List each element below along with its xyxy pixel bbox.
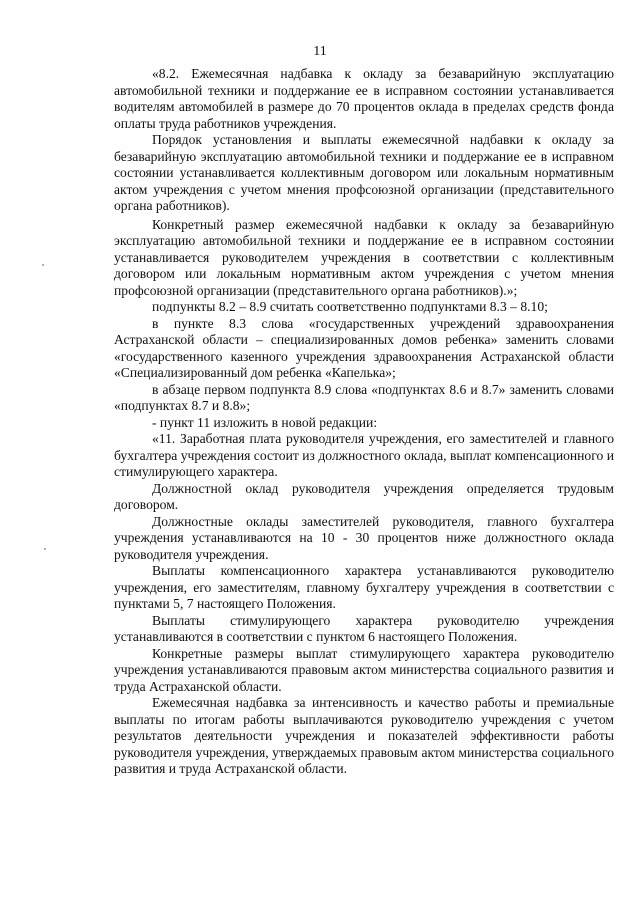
paragraph-official-salary: Должностной оклад руководителя учреждения определяется трудовым договором. xyxy=(114,480,614,512)
page-number: 11 xyxy=(313,44,327,59)
paragraph-deputy-salaries: Должностные оклады заместителей руководителя, главного бухгалтера учреждения устанавливаются на 10 - 30 процентов ниже должностного оклада руководителя учреждения. xyxy=(114,513,614,562)
paragraph-procedure: Порядок установления и выплаты ежемесячной надбавки к окладу за безаварийную эксплуатацию автомобильной техники и поддержание ее в исправном состоянии устанавливается коллективным договором или локальным нормативным актом учреждения с учетом мнения профсоюзной организации (представительного органа работников). xyxy=(114,132,614,213)
scan-speck xyxy=(44,548,46,550)
paragraph-8-9-words: в абзаце первом подпункта 8.9 слова «подпунктах 8.6 и 8.7» заменить словами «подпунктах 8.7 и 8.8»; xyxy=(114,381,614,413)
paragraph-renumber: подпункты 8.2 – 8.9 считать соответственно подпунктами 8.3 – 8.10; xyxy=(152,299,548,314)
paragraph-monthly-bonus: Ежемесячная надбавка за интенсивность и качество работы и премиальные выплаты по итогам работы выплачиваются руководителю учреждения с учетом результатов деятельности учреждения и показателей эффективности работы руководителя учреждения, утверждаемых правовым актом министерства социального развития и труда Астраханской области. xyxy=(114,695,614,776)
paragraph-item-11-intro: - пункт 11 изложить в новой редакции: xyxy=(152,414,378,430)
paragraph-incentive: Выплаты стимулирующего характера руководителю учреждения устанавливаются в соответствии с пунктом 6 настоящего Положения. xyxy=(114,612,614,644)
paragraph-specific-size: Конкретный размер ежемесячной надбавки к окладу за безаварийную эксплуатацию автомобильной техники и поддержание ее в исправном состоянии устанавливается руководителем учреждения в соответствии с коллективным договором или локальным нормативным актом учреждения с учетом мнения профсоюзной организации (представительного органа работников).»; xyxy=(114,216,614,298)
paragraph-compensation: Выплаты компенсационного характера устанавливаются руководителю учреждения, его заместителям, главному бухгалтеру учреждения в соответствии с пунктами 5, 7 настоящего Положения. xyxy=(114,563,614,611)
paragraph-specific-amounts: Конкретные размеры выплат стимулирующего характера руководителю учреждения устанавливаются правовым актом министерства социального развития и труда Астраханской области. xyxy=(114,645,614,694)
scan-speck xyxy=(42,264,44,266)
paragraph-8-3-words: в пункте 8.3 слова «государственных учреждений здравоохранения Астраханской области – специализированных домов ребенка» заменить словами «государственного казенного учреждения здравоохранения Астраханской области «Специализированный дом ребенка «Капелька»; xyxy=(114,315,614,380)
paragraph-item-11: «11. Заработная плата руководителя учреждения, его заместителей и главного бухгалтера учреждения состоит из должностного оклада, выплат компенсационного и стимулирующего характера. xyxy=(114,431,614,479)
paragraph-8-2: «8.2. Ежемесячная надбавка к окладу за безаварийную эксплуатацию автомобильной техники и поддержание ее в исправном состоянии устанавливается водителям автомобилей в размере до 70 процентов оклада в пределах средств фонда оплаты труда работников учреждения. xyxy=(114,66,614,131)
document-body xyxy=(114,66,614,778)
